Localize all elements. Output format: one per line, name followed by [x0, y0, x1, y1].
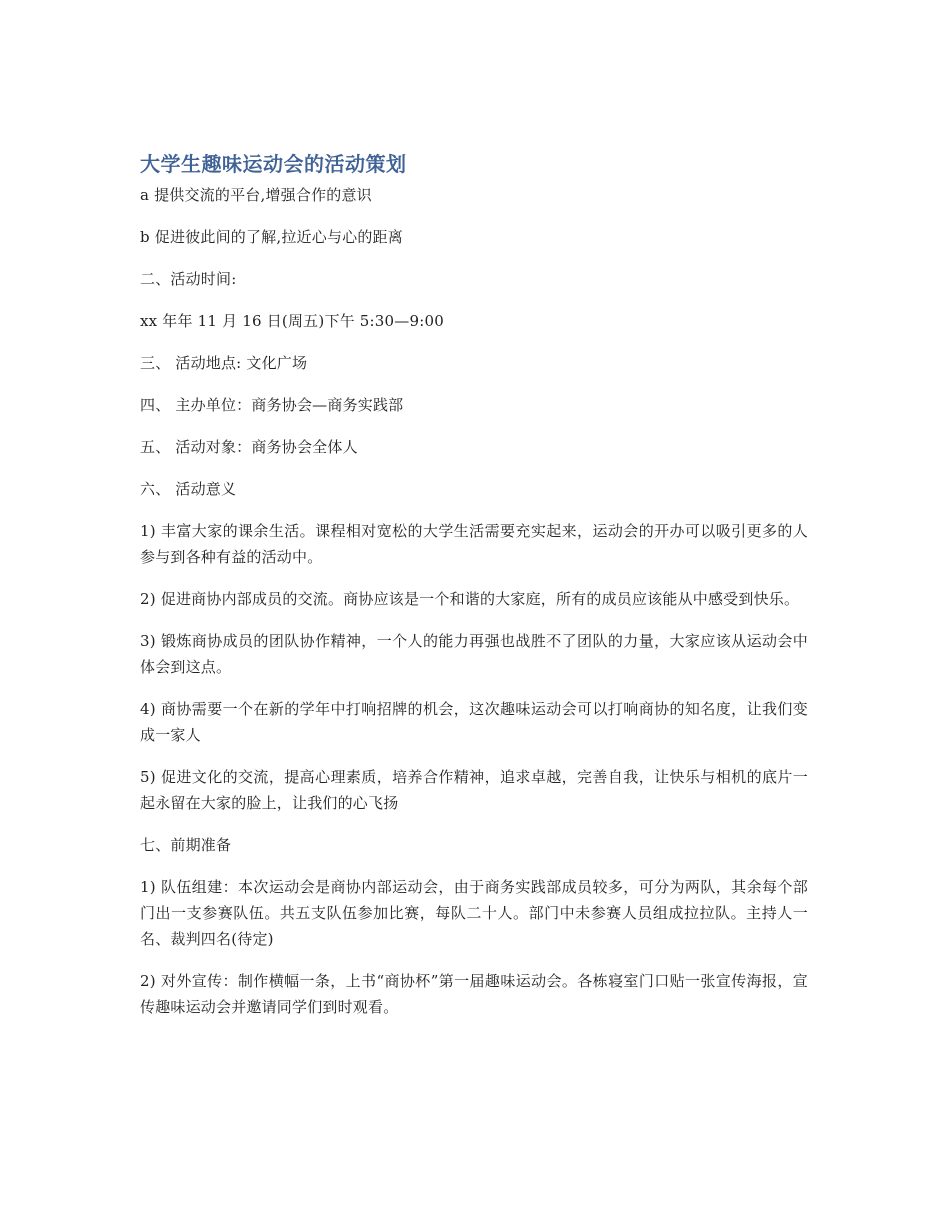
significance-item-5: 5) 促进文化的交流，提高心理素质，培养合作精神，追求卓越，完善自我，让快乐与相机的底片一起永留在大家的脸上，让我们的心飞扬 [140, 768, 808, 812]
document-title: 大学生趣味运动会的活动策划 [140, 152, 407, 176]
event-audience: 五、 活动对象：商务协会全体人 [140, 438, 358, 456]
significance-item-2: 2) 促进商协内部成员的交流。商协应该是一个和谐的大家庭，所有的成员应该能从中感受到快乐。 [140, 590, 800, 608]
event-organizer: 四、 主办单位：商务协会—商务实践部 [140, 396, 404, 414]
section-preparation-heading: 七、前期准备 [140, 836, 232, 854]
preparation-item-1: 1) 队伍组建：本次运动会是商协内部运动会，由于商务实践部成员较多，可分为两队，其余每个部门出一支参赛队伍。共五支队伍参加比赛，每队二十人。部门中未参赛人员组成拉拉队。主持人一名、裁判四名(待定) [140, 878, 808, 948]
purpose-a: a 提供交流的平台,增强合作的意识 [140, 186, 372, 204]
purpose-b: b 促进彼此间的了解,拉近心与心的距离 [140, 228, 403, 246]
significance-item-3: 3) 锻炼商协成员的团队协作精神，一个人的能力再强也战胜不了团队的力量，大家应该从运动会中体会到这点。 [140, 632, 808, 676]
document-body [140, 150, 808, 1036]
event-datetime: xx 年年 11 月 16 日(周五)下午 5:30—9:00 [140, 312, 444, 330]
preparation-item-2: 2) 对外宣传：制作横幅一条，上书“商协杯”第一届趣味运动会。各栋寝室门口贴一张宣传海报，宣传趣味运动会并邀请同学们到时观看。 [140, 972, 808, 1016]
section-time-heading: 二、活动时间: [140, 270, 237, 288]
section-significance-heading: 六、 活动意义 [140, 480, 237, 498]
significance-item-1: 1) 丰富大家的课余生活。课程相对宽松的大学生活需要充实起来，运动会的开办可以吸引更多的人参与到各种有益的活动中。 [140, 522, 808, 566]
significance-item-4: 4) 商协需要一个在新的学年中打响招牌的机会，这次趣味运动会可以打响商协的知名度，让我们变成一家人 [140, 700, 808, 744]
event-location: 三、 活动地点: 文化广场 [140, 354, 308, 372]
